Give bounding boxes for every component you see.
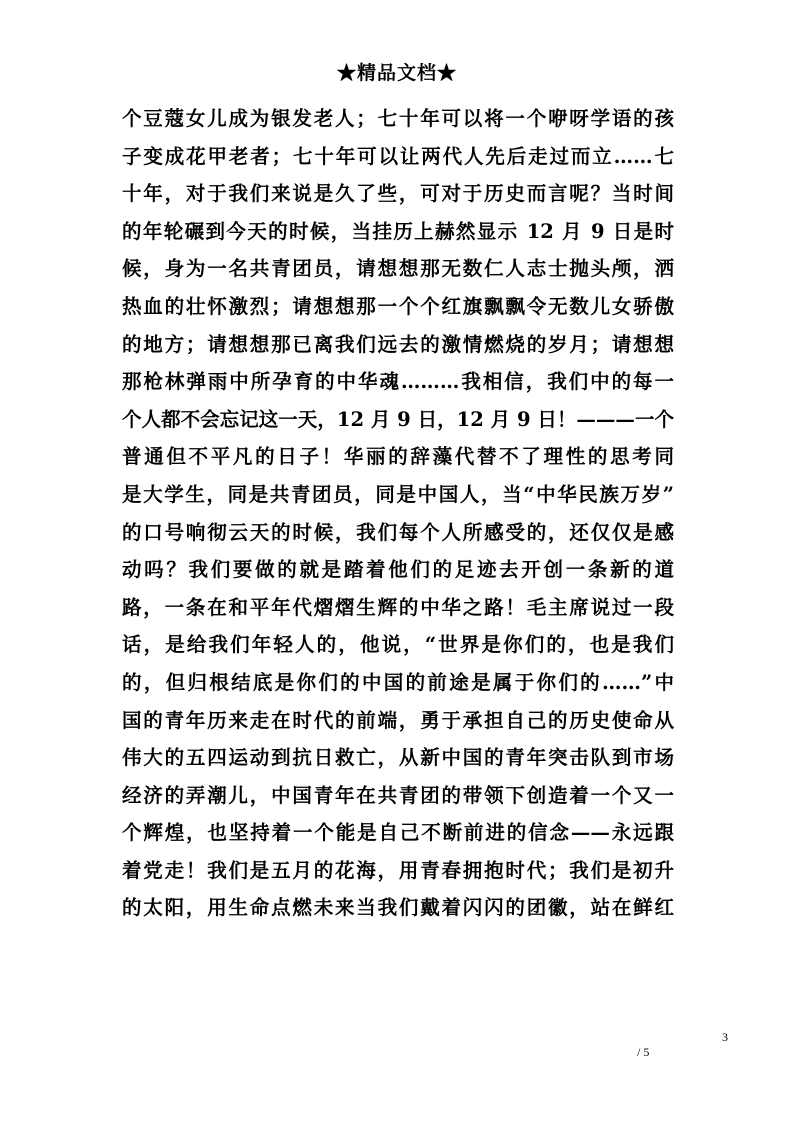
text-line: 动吗？我们要做的就是踏着他们的足迹去开创一条新的道: [122, 558, 674, 582]
text-line: 普通但不平凡的日子！华丽的辞藻代替不了理性的思考同: [122, 445, 674, 469]
text-line: 国的青年历来走在时代的前端，勇于承担自己的历史使命从: [122, 708, 674, 732]
text-line: 个人都不会忘记这一天，12 月 9 日，12 月 9 日！———一个: [122, 407, 674, 431]
text-line: 路，一条在和平年代熠熠生辉的中华之路！毛主席说过一段: [122, 595, 674, 619]
text-line: 个豆蔻女儿成为银发老人；七十年可以将一个咿呀学语的孩: [122, 107, 674, 130]
text-line: 着党走！我们是五月的花海，用青春拥抱时代；我们是初升: [122, 858, 674, 882]
text-line: 的地方；请想想那已离我们远去的激情燃烧的岁月；请想想: [122, 332, 674, 356]
text-line: 个辉煌，也坚持着一个能是自己不断前进的信念——永远跟: [122, 821, 674, 845]
text-line: 的口号响彻云天的时候，我们每个人所感受的，还仅仅是感: [122, 520, 674, 544]
document-body: [122, 100, 674, 927]
page-header-title: ★精品文档★: [336, 62, 457, 84]
page-total: / 5: [637, 1045, 650, 1059]
text-line: 热血的壮怀激烈；请想想那一个个红旗飘飘令无数儿女骄傲: [122, 294, 674, 318]
text-line: 经济的弄潮儿，中国青年在共青团的带领下创造着一个又一: [122, 783, 674, 807]
text-line: 十年，对于我们来说是久了些，可对于历史而言呢？当时间: [122, 182, 674, 206]
text-line: 子变成花甲老者；七十年可以让两代人先后走过而立……七: [122, 144, 674, 168]
text-line: 是大学生，同是共青团员，同是中国人，当“中华民族万岁”: [122, 482, 674, 506]
page-number: 3: [722, 1030, 728, 1044]
text-line: 话，是给我们年轻人的，他说，“世界是你们的，也是我们: [122, 633, 674, 657]
text-line: 候，身为一名共青团员，请想想那无数仁人志士抛头颅，洒: [122, 257, 674, 281]
text-line: 的年轮碾到今天的时候，当挂历上赫然显示 12 月 9 日是时: [122, 219, 674, 243]
text-line: 的，但归根结底是你们的中国的前途是属于你们的……”中: [122, 670, 674, 694]
text-line: 那枪林弹雨中所孕育的中华魂………我相信，我们中的每一: [122, 370, 674, 394]
text-line: 的太阳，用生命点燃未来当我们戴着闪闪的团徽，站在鲜红: [122, 896, 674, 920]
text-line: 伟大的五四运动到抗日救亡，从新中国的青年突击队到市场: [122, 746, 674, 770]
